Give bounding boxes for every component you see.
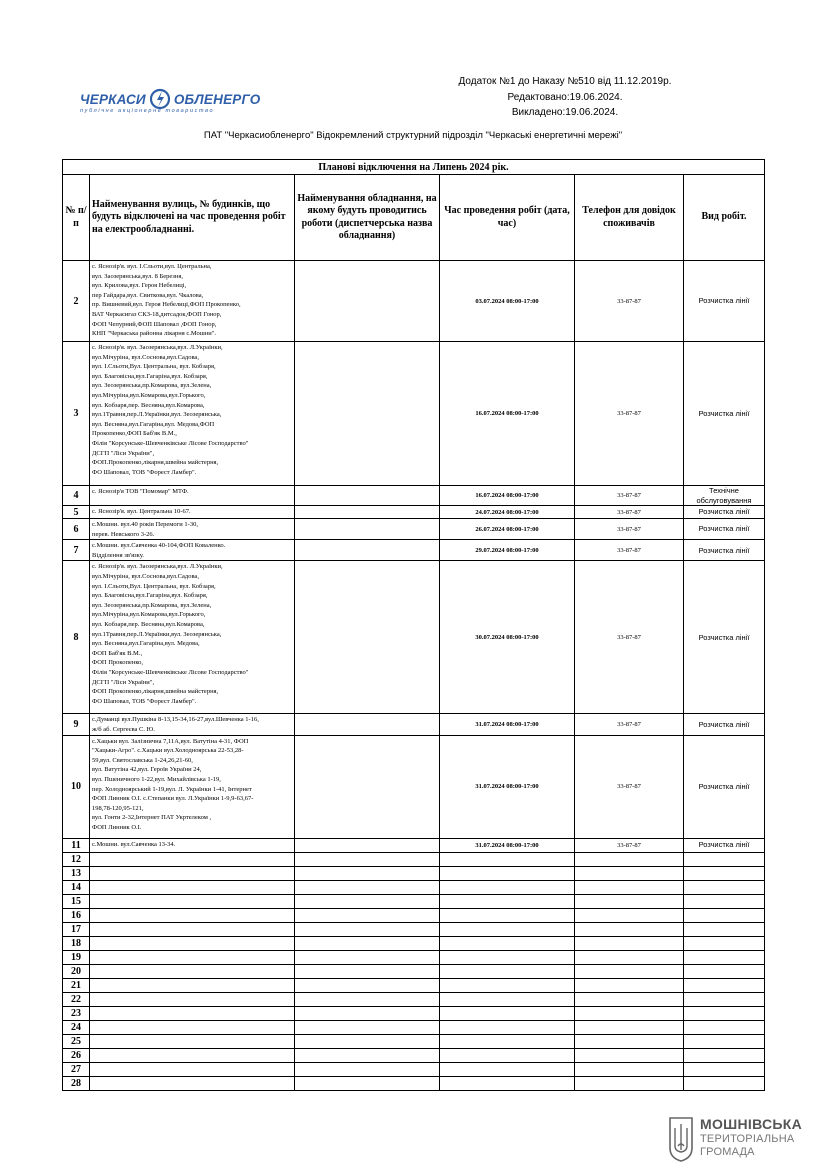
- empty-cell: [575, 950, 684, 964]
- table-row: [63, 894, 765, 908]
- empty-cell: [440, 908, 575, 922]
- table-row: [63, 1048, 765, 1062]
- community-logo: [668, 1116, 808, 1162]
- empty-cell: [440, 1048, 575, 1062]
- empty-cell: [684, 880, 765, 894]
- empty-cell: [295, 1048, 440, 1062]
- empty-cell: [90, 936, 295, 950]
- row-time: 16.07.2024 08:00-17:00: [440, 486, 575, 506]
- empty-cell: [295, 894, 440, 908]
- row-number: 12: [63, 852, 90, 866]
- table-row: [63, 908, 765, 922]
- table-row: [63, 1006, 765, 1020]
- empty-cell: [90, 866, 295, 880]
- empty-cell: [440, 1034, 575, 1048]
- row-time: 29.07.2024 08:00-17:00: [440, 540, 575, 561]
- empty-cell: [575, 922, 684, 936]
- logo-tagline: публічне акціонерне товариство: [80, 108, 215, 114]
- row-work-type: Розчистка лінії: [684, 519, 765, 540]
- empty-cell: [575, 978, 684, 992]
- row-number: 28: [63, 1076, 90, 1090]
- row-phone: 33-87-87: [575, 486, 684, 506]
- document-meta: [440, 74, 690, 121]
- empty-cell: [575, 1020, 684, 1034]
- empty-cell: [575, 908, 684, 922]
- row-number: 8: [63, 561, 90, 714]
- empty-cell: [684, 1076, 765, 1090]
- row-number: 16: [63, 908, 90, 922]
- row-work-type: Розчистка лінії: [684, 506, 765, 519]
- row-phone: 33-87-87: [575, 506, 684, 519]
- col-header-equipment: Найменування обладнання, на якому будуть проводитись роботи (диспетчерська назва обладнання): [295, 175, 440, 261]
- row-phone: 33-87-87: [575, 342, 684, 486]
- row-equipment: [295, 261, 440, 342]
- empty-cell: [684, 950, 765, 964]
- col-header-time: Час проведення робіт (дата, час): [440, 175, 575, 261]
- row-time: 26.07.2024 08:00-17:00: [440, 519, 575, 540]
- tryzub-emblem-icon: [668, 1116, 694, 1162]
- empty-cell: [295, 1062, 440, 1076]
- row-work-type: Технічне обслуговування: [684, 486, 765, 506]
- row-phone: 33-87-87: [575, 714, 684, 735]
- community-name-line2: ТЕРИТОРІАЛЬНА: [700, 1133, 795, 1145]
- empty-cell: [295, 866, 440, 880]
- empty-cell: [440, 1062, 575, 1076]
- table-header-row: [63, 175, 765, 261]
- empty-cell: [295, 1020, 440, 1034]
- row-number: 7: [63, 540, 90, 561]
- empty-cell: [440, 992, 575, 1006]
- community-name-line1: МОШНІВСЬКА: [700, 1116, 803, 1132]
- row-number: 18: [63, 936, 90, 950]
- empty-cell: [295, 1076, 440, 1090]
- table-row: [63, 880, 765, 894]
- row-equipment: [295, 486, 440, 506]
- row-time: 03.07.2024 08:00-17:00: [440, 261, 575, 342]
- table-title: Планові відключення на Липень 2024 рік.: [63, 160, 765, 175]
- row-number: 4: [63, 486, 90, 506]
- row-address: с. Яснозір'я. вул. Заозерянська,вул. Л.Українки, вул.Мічуріна, вул.Соснова,вул.Садова, вул. І.Сльоти,Вул. Центральна, вул. Кобзаря, вул. Благовісна,вул.Гагаріна,вул. Кобзаря, вул. Зеозерянська,пр.Комарова, вул.Зелена, вул.Мічуріна,вул.Комарова,вул.Горького, вул. Кобзаря,пер. Весняна,вул.Комарова, вул.1Травня,пер.Л.Українки,вул. Зеозерянська, вул. Весняна,вул.Гагаріна,вул. Медова, ФОП Баб'як В.М., ФОП Прокопенко, Філія "Корсунське-Шевченківське Лісове Господарство" ДСГП "Ліси України", ФОП Прокопенко,лікарня,швейна майстерня, ФО Шаповал, ТОВ "Форест Ламбер".: [90, 561, 295, 714]
- community-name-line3: ГРОМАДА: [700, 1146, 755, 1158]
- row-phone: 33-87-87: [575, 561, 684, 714]
- row-number: 19: [63, 950, 90, 964]
- row-number: 11: [63, 838, 90, 852]
- row-time: 24.07.2024 08:00-17:00: [440, 506, 575, 519]
- empty-cell: [295, 978, 440, 992]
- empty-cell: [90, 1062, 295, 1076]
- table-row: [63, 852, 765, 866]
- empty-cell: [440, 964, 575, 978]
- table-row: [63, 486, 765, 506]
- empty-cell: [684, 936, 765, 950]
- empty-cell: [684, 1034, 765, 1048]
- empty-cell: [440, 852, 575, 866]
- empty-cell: [575, 936, 684, 950]
- row-address: с. Яснозір'я. вул. І.Сльоти,вул. Центральна, вул. Заозерянська,вул. 8 Березня, вул. Крилова,вул. Героя Небелиці, пер Гайдара,вул. Свиткова,вул. Чкалова, пр. Вишневий,вул. Героя Небелиці,ФОП Прокопенко, ВАТ Черкасигаз СКЗ-18,дитсадок,ФОП Гонор, ФОП Чепурний,ФОП Шаповал ,ФОП Гонор, КНП "Черкаська районна лікарня с.Мошни".: [90, 261, 295, 342]
- row-equipment: [295, 342, 440, 486]
- row-phone: 33-87-87: [575, 540, 684, 561]
- empty-cell: [90, 978, 295, 992]
- row-address: с.Хацьки вул. Залізнична 7,11А,вул. Ватутіна 4-31, ФОП "Хацьки-Агро". с.Хацьки вул.Холодноярська 22-53,28- 59,вул. Святославська 1-24,26,21-60, вул. Ватутіна 42,вул. Героїв України 24, вул. Пшеничного 1-22,вул. Михайлівська 1-19, пер. Холодноярський 1-19,вул. Л. Українки 1-41, Інтернет ФОП Линник О.І. с.Степанки вул. Л.Українки 1-9,9-63,67- 198,78-120,95-121, вул. Гонти 2-32,Інтернет ПАТ Укртелеком , ФОП Линник О.І.: [90, 735, 295, 838]
- logo-left-word: ЧЕРКАСИ: [80, 91, 146, 107]
- row-time: 31.07.2024 08:00-17:00: [440, 735, 575, 838]
- empty-cell: [90, 908, 295, 922]
- empty-cell: [440, 978, 575, 992]
- empty-cell: [684, 992, 765, 1006]
- empty-cell: [90, 950, 295, 964]
- row-work-type: Розчистка лінії: [684, 714, 765, 735]
- company-logo: [80, 84, 300, 116]
- row-number: 3: [63, 342, 90, 486]
- table-row: [63, 936, 765, 950]
- row-time: 30.07.2024 08:00-17:00: [440, 561, 575, 714]
- table-row: [63, 1062, 765, 1076]
- row-time: 31.07.2024 08:00-17:00: [440, 838, 575, 852]
- table-row: [63, 1034, 765, 1048]
- row-work-type: Розчистка лінії: [684, 838, 765, 852]
- row-number: 5: [63, 506, 90, 519]
- table-row: [63, 838, 765, 852]
- row-time: 31.07.2024 08:00-17:00: [440, 714, 575, 735]
- row-number: 23: [63, 1006, 90, 1020]
- empty-cell: [575, 1006, 684, 1020]
- row-time: 16.07.2024 08:00-17:00: [440, 342, 575, 486]
- row-equipment: [295, 540, 440, 561]
- table-row: [63, 922, 765, 936]
- empty-cell: [295, 964, 440, 978]
- table-title-row: [63, 160, 765, 175]
- empty-cell: [295, 852, 440, 866]
- row-phone: 33-87-87: [575, 735, 684, 838]
- empty-cell: [575, 894, 684, 908]
- empty-cell: [90, 1048, 295, 1062]
- col-header-phone: Телефон для довідок споживачів: [575, 175, 684, 261]
- empty-cell: [295, 1006, 440, 1020]
- row-phone: 33-87-87: [575, 519, 684, 540]
- row-number: 22: [63, 992, 90, 1006]
- table-row: [63, 1020, 765, 1034]
- table-row: [63, 1076, 765, 1090]
- row-phone: 33-87-87: [575, 261, 684, 342]
- empty-cell: [684, 894, 765, 908]
- empty-cell: [440, 880, 575, 894]
- outage-table: [62, 159, 765, 1091]
- empty-cell: [90, 922, 295, 936]
- empty-cell: [90, 880, 295, 894]
- order-reference: Додаток №1 до Наказу №510 від 11.12.2019р.: [458, 76, 672, 87]
- empty-cell: [295, 1034, 440, 1048]
- row-address: с.Мошни. вул.Савченка 40-104,ФОП Коваленко. Відділення зв'язку.: [90, 540, 295, 561]
- empty-cell: [295, 992, 440, 1006]
- row-phone: 33-87-87: [575, 838, 684, 852]
- table-row: [63, 506, 765, 519]
- row-number: 14: [63, 880, 90, 894]
- empty-cell: [90, 1006, 295, 1020]
- empty-cell: [440, 922, 575, 936]
- empty-cell: [90, 964, 295, 978]
- empty-cell: [684, 852, 765, 866]
- row-address: с. Яснозір'я. вул. Центральна 10-67.: [90, 506, 295, 519]
- empty-cell: [575, 880, 684, 894]
- logo-right-word: ОБЛЕНЕРГО: [173, 91, 261, 107]
- row-number: 9: [63, 714, 90, 735]
- empty-cell: [440, 1020, 575, 1034]
- row-number: 26: [63, 1048, 90, 1062]
- row-number: 24: [63, 1020, 90, 1034]
- table-row: [63, 964, 765, 978]
- empty-cell: [684, 1020, 765, 1034]
- empty-cell: [575, 866, 684, 880]
- empty-cell: [440, 866, 575, 880]
- table-row: [63, 261, 765, 342]
- row-equipment: [295, 838, 440, 852]
- row-work-type: Розчистка лінії: [684, 540, 765, 561]
- row-number: 27: [63, 1062, 90, 1076]
- published-date: Викладено:19.06.2024.: [511, 107, 619, 118]
- empty-cell: [575, 1062, 684, 1076]
- empty-cell: [90, 1076, 295, 1090]
- edited-date: Редактовано:19.06.2024.: [507, 91, 623, 103]
- table-row: [63, 978, 765, 992]
- row-equipment: [295, 506, 440, 519]
- row-number: 13: [63, 866, 90, 880]
- empty-cell: [684, 1006, 765, 1020]
- table-row: [63, 735, 765, 838]
- empty-cell: [684, 978, 765, 992]
- row-equipment: [295, 714, 440, 735]
- empty-cell: [295, 908, 440, 922]
- empty-cell: [575, 852, 684, 866]
- empty-cell: [575, 992, 684, 1006]
- row-work-type: Розчистка лінії: [684, 342, 765, 486]
- row-address: с.Мошни. вул.Савченка 13-34.: [90, 838, 295, 852]
- row-equipment: [295, 519, 440, 540]
- empty-cell: [440, 1076, 575, 1090]
- table-row: [63, 342, 765, 486]
- empty-cell: [575, 1076, 684, 1090]
- empty-cell: [684, 908, 765, 922]
- row-equipment: [295, 735, 440, 838]
- empty-cell: [90, 852, 295, 866]
- empty-cell: [295, 950, 440, 964]
- table-row: [63, 714, 765, 735]
- empty-cell: [90, 992, 295, 1006]
- row-work-type: Розчистка лінії: [684, 261, 765, 342]
- empty-cell: [295, 880, 440, 894]
- row-number: 2: [63, 261, 90, 342]
- row-number: 6: [63, 519, 90, 540]
- lightning-swirl-icon: [149, 88, 171, 110]
- empty-cell: [575, 1048, 684, 1062]
- row-number: 20: [63, 964, 90, 978]
- empty-cell: [440, 950, 575, 964]
- table-row: [63, 950, 765, 964]
- empty-cell: [575, 964, 684, 978]
- row-number: 17: [63, 922, 90, 936]
- empty-cell: [440, 936, 575, 950]
- logo-wordmark: [80, 88, 260, 110]
- organization-name: ПАТ "Черкасиобленерго" Відокремлений структурний підрозділ "Черкаські енергетичні мережі": [203, 130, 623, 141]
- empty-cell: [90, 1020, 295, 1034]
- empty-cell: [440, 1006, 575, 1020]
- row-number: 25: [63, 1034, 90, 1048]
- table-row: [63, 519, 765, 540]
- row-number: 15: [63, 894, 90, 908]
- empty-cell: [90, 894, 295, 908]
- table-row: [63, 992, 765, 1006]
- row-equipment: [295, 561, 440, 714]
- col-header-num: № п/п: [63, 175, 90, 261]
- table-row: [63, 540, 765, 561]
- row-number: 10: [63, 735, 90, 838]
- empty-cell: [684, 922, 765, 936]
- empty-cell: [90, 1034, 295, 1048]
- row-work-type: Розчистка лінії: [684, 561, 765, 714]
- row-address: с.Мошни. вул.40 років Перемоги 1-30, перев. Невського 3-26.: [90, 519, 295, 540]
- row-address: с. Яснозір'я. вул. Заозерянська,вул. Л.Українки, вул.Мічуріна, вул.Соснова,вул.Садова, вул. І.Сльоти,Вул. Центральна, вул. Кобзаря, вул. Благовісна,вул.Гагаріна,вул. Кобзаря, вул. Зеозерянська,пр.Комарова, вул.Зелена, вул.Мічуріна,вул.Комарова,вул.Горького, вул. Кобзаря,пер. Весняна,вул.Комарова, вул.1Травня,пер.Л.Українки,вул. Зеозерянська, вул. Весняна,вул.Гагаріна,вул. Медова,ФОП Прокопенко,ФОП Баб'як В.М., Філія "Корсунське-Шевченківське Лісове Господарство" ДСГП "Ліси України", ФОП.Прокопенко,лікарня,швейна майстерня, ФО Шаповал, ТОВ "Форест Ламбер".: [90, 342, 295, 486]
- empty-cell: [684, 866, 765, 880]
- empty-cell: [684, 1048, 765, 1062]
- table-row: [63, 866, 765, 880]
- row-address: с. Яснозір'я ТОВ "Помомар" МТФ.: [90, 486, 295, 506]
- empty-cell: [684, 1062, 765, 1076]
- empty-cell: [575, 1034, 684, 1048]
- row-work-type: Розчистка лінії: [684, 735, 765, 838]
- row-number: 21: [63, 978, 90, 992]
- empty-cell: [295, 936, 440, 950]
- empty-cell: [440, 894, 575, 908]
- row-address: с.Думанці вул.Пушкіна 8-13,15-34,16-27,вул.Шевченка 1-16, ж/б аб. Сергеєва С. Ю.: [90, 714, 295, 735]
- table-row: [63, 561, 765, 714]
- empty-cell: [295, 922, 440, 936]
- col-header-work: Вид робіт.: [684, 175, 765, 261]
- col-header-address: Найменування вулиць, № будинків, що будуть відключені на час проведення робіт на електрообладнанні.: [90, 175, 295, 261]
- empty-cell: [684, 964, 765, 978]
